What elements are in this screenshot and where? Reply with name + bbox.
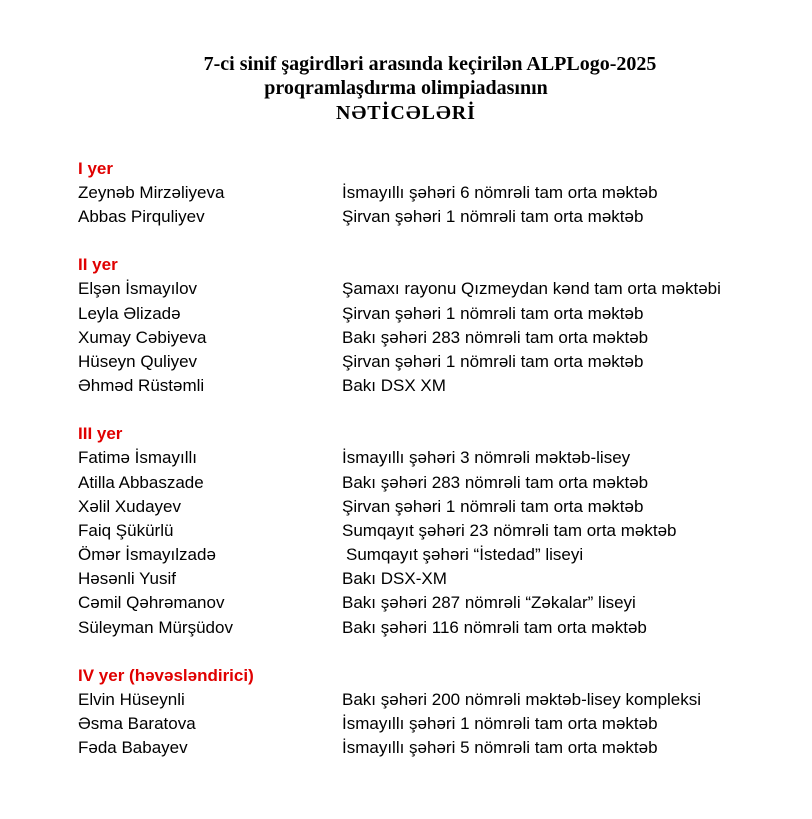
participant-school: Şirvan şəhəri 1 nömrəli tam orta məktəb [342, 303, 644, 323]
participant-school: Bakı şəhəri 283 nömrəli tam orta məktəb [342, 327, 649, 347]
participant-name: Xəlil Xudayev [78, 496, 182, 516]
result-row [78, 446, 798, 470]
participant-school: Sumqayıt şəhəri “İstedad” liseyi [346, 545, 584, 565]
result-row [78, 302, 798, 326]
result-row [78, 591, 798, 615]
participant-school: Bakı şəhəri 116 nömrəli tam orta məktəb [342, 617, 647, 637]
section-title: II yer [78, 255, 118, 275]
participant-name: Faiq Şükürlü [78, 520, 174, 540]
results-section [78, 664, 798, 761]
participant-school: İsmayıllı şəhəri 1 nömrəli tam orta məktəb [342, 714, 658, 733]
document-title-results: NƏTİCƏLƏRİ [336, 102, 476, 124]
participant-name: Cəmil Qəhrəmanov [78, 593, 225, 613]
result-row [78, 277, 798, 301]
participant-name: Zeynəb Mirzəliyeva [78, 183, 225, 202]
participant-school: İsmayıllı şəhəri 6 nömrəli tam orta məktəb [342, 183, 658, 202]
participant-name: Həsənli Yusif [78, 569, 176, 589]
participant-name: Leyla Əlizadə [78, 303, 181, 323]
result-row [78, 205, 798, 229]
participant-name: Ömər İsmayılzadə [78, 545, 216, 565]
participant-name: Elvin Hüseynli [78, 689, 185, 709]
participant-school: İsmayıllı şəhəri 5 nömrəli tam orta məktəb [342, 738, 658, 758]
result-row [78, 495, 798, 519]
participant-school: Bakı şəhəri 200 nömrəli məktəb-lisey kompleksi [342, 689, 702, 709]
results-section [78, 422, 798, 640]
participant-name: Elşən İsmayılov [78, 279, 198, 299]
participant-school: İsmayıllı şəhəri 3 nömrəli məktəb-lisey [342, 448, 631, 468]
section-title: I yer [78, 159, 113, 178]
participant-name: Atilla Abbaszade [78, 472, 204, 492]
document-title-line-2: proqramlaşdırma olimpiadasının [264, 77, 548, 99]
result-row [78, 736, 798, 760]
result-row [78, 543, 798, 567]
results-section [78, 157, 798, 229]
result-row [78, 616, 798, 640]
result-row [78, 471, 798, 495]
participant-school: Bakı DSX-XM [342, 569, 447, 589]
result-row [78, 567, 798, 591]
result-row [78, 350, 798, 374]
participant-name: Fatimə İsmayıllı [78, 448, 198, 468]
result-row [78, 374, 798, 398]
participant-school: Şirvan şəhəri 1 nömrəli tam orta məktəb [342, 207, 644, 227]
participant-name: Fəda Babayev [78, 738, 188, 758]
results-section [78, 253, 798, 398]
results-list [78, 157, 798, 760]
participant-school: Şirvan şəhəri 1 nömrəli tam orta məktəb [342, 496, 644, 516]
section-title: III yer [78, 424, 123, 444]
participant-name: Abbas Pirquliyev [78, 207, 205, 227]
section-title: IV yer (həvəsləndirici) [78, 665, 254, 685]
participant-name: Əsma Baratova [78, 714, 196, 733]
participant-school: Şamaxı rayonu Qızmeydan kənd tam orta məktəbi [342, 279, 721, 299]
participant-school: Bakı şəhəri 287 nömrəli “Zəkalar” liseyi [342, 593, 636, 613]
participant-school: Bakı şəhəri 283 nömrəli tam orta məktəb [342, 472, 649, 492]
participant-name: Xumay Cəbiyeva [78, 327, 207, 347]
participant-name: Hüseyn Quliyev [78, 351, 198, 371]
result-row [78, 688, 798, 712]
participant-school: Şirvan şəhəri 1 nömrəli tam orta məktəb [342, 351, 644, 371]
result-row [78, 712, 798, 736]
result-row [78, 181, 798, 205]
participant-school: Sumqayıt şəhəri 23 nömrəli tam orta məktəb [342, 520, 677, 540]
result-row [78, 519, 798, 543]
participant-name: Əhməd Rüstəmli [78, 376, 205, 396]
document-title-line-1: 7-ci sinif şagirdləri arasında keçirilən ALPLogo-2025 [203, 53, 657, 75]
participant-school: Bakı DSX XM [342, 376, 446, 396]
participant-name: Süleyman Mürşüdov [78, 617, 233, 637]
result-row [78, 326, 798, 350]
